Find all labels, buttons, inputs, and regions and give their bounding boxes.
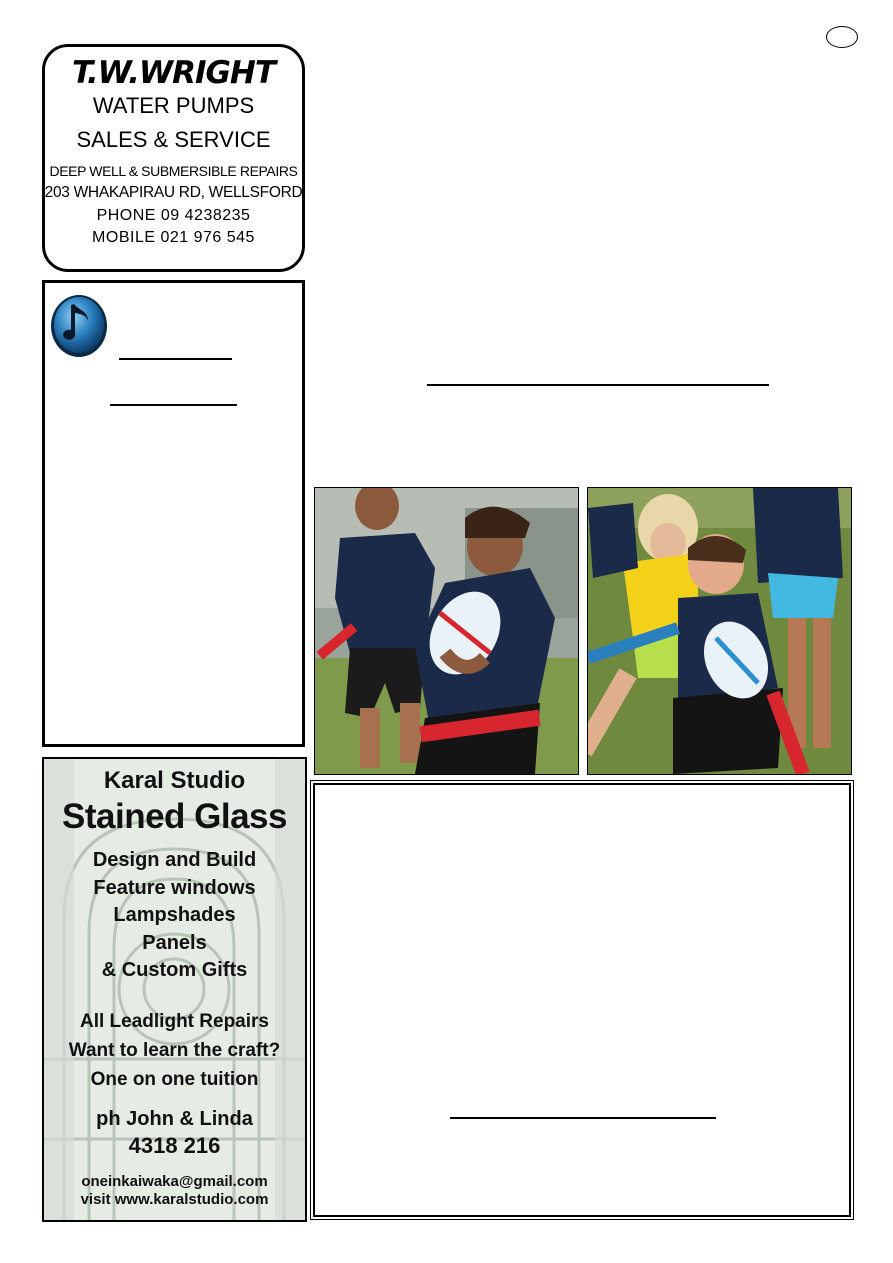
- karal-studio-advert: [42, 757, 307, 1222]
- service-item: Lampshades: [113, 904, 236, 926]
- page-number-oval: [826, 26, 858, 48]
- music-notice-box: [42, 280, 305, 747]
- learn-line: Want to learn the craft?: [68, 1039, 281, 1061]
- contact-email: oneinkaiwaka@gmail.com: [81, 1172, 268, 1190]
- service-item: Design and Build: [92, 849, 257, 871]
- karal-studio-advert-text: [44, 759, 305, 1208]
- music-note-icon: [50, 289, 108, 357]
- advert-line-sales-service: SALES & SERVICE: [76, 127, 271, 152]
- music-heading-rule-2: [110, 404, 237, 406]
- advert-phone: PHONE 09 4238235: [96, 207, 251, 224]
- service-item: Feature windows: [93, 876, 256, 899]
- notice-box: [313, 783, 851, 1217]
- contact-website: visit www.karalstudio.com: [80, 1190, 269, 1208]
- advert-line-repairs: DEEP WELL & SUBMERSIBLE REPAIRS: [49, 163, 298, 179]
- advert-brand: T.W.WRIGHT: [71, 55, 276, 91]
- contact-phone: 4318 216: [128, 1132, 221, 1158]
- advert-mobile: MOBILE 021 976 545: [92, 229, 255, 246]
- article-heading-rule: [427, 384, 769, 386]
- repairs-block: [44, 1007, 305, 1094]
- notice-heading-rule: [450, 1117, 716, 1119]
- services-list: [44, 847, 305, 985]
- music-heading-rule-1: [119, 358, 232, 360]
- photo-right-illustration: [588, 488, 851, 774]
- studio-name: Karal Studio: [103, 767, 246, 794]
- tuition-line: One on one tuition: [90, 1068, 259, 1090]
- advert-address: 203 WHAKAPIRAU RD, WELLSFORD: [44, 184, 303, 201]
- rugby-kids-photo-right: [587, 487, 852, 775]
- tw-wright-advert: [42, 44, 305, 272]
- repairs-line: All Leadlight Repairs: [80, 1010, 269, 1032]
- service-item: & Custom Gifts: [101, 959, 248, 981]
- photo-left-illustration: [315, 488, 578, 774]
- service-item: Panels: [142, 931, 207, 954]
- rugby-kids-photo-left: [314, 487, 579, 775]
- contact-name: ph John & Linda: [96, 1107, 253, 1130]
- advert-line-water-pumps: WATER PUMPS: [92, 93, 255, 118]
- advert-headline: Stained Glass: [62, 797, 287, 836]
